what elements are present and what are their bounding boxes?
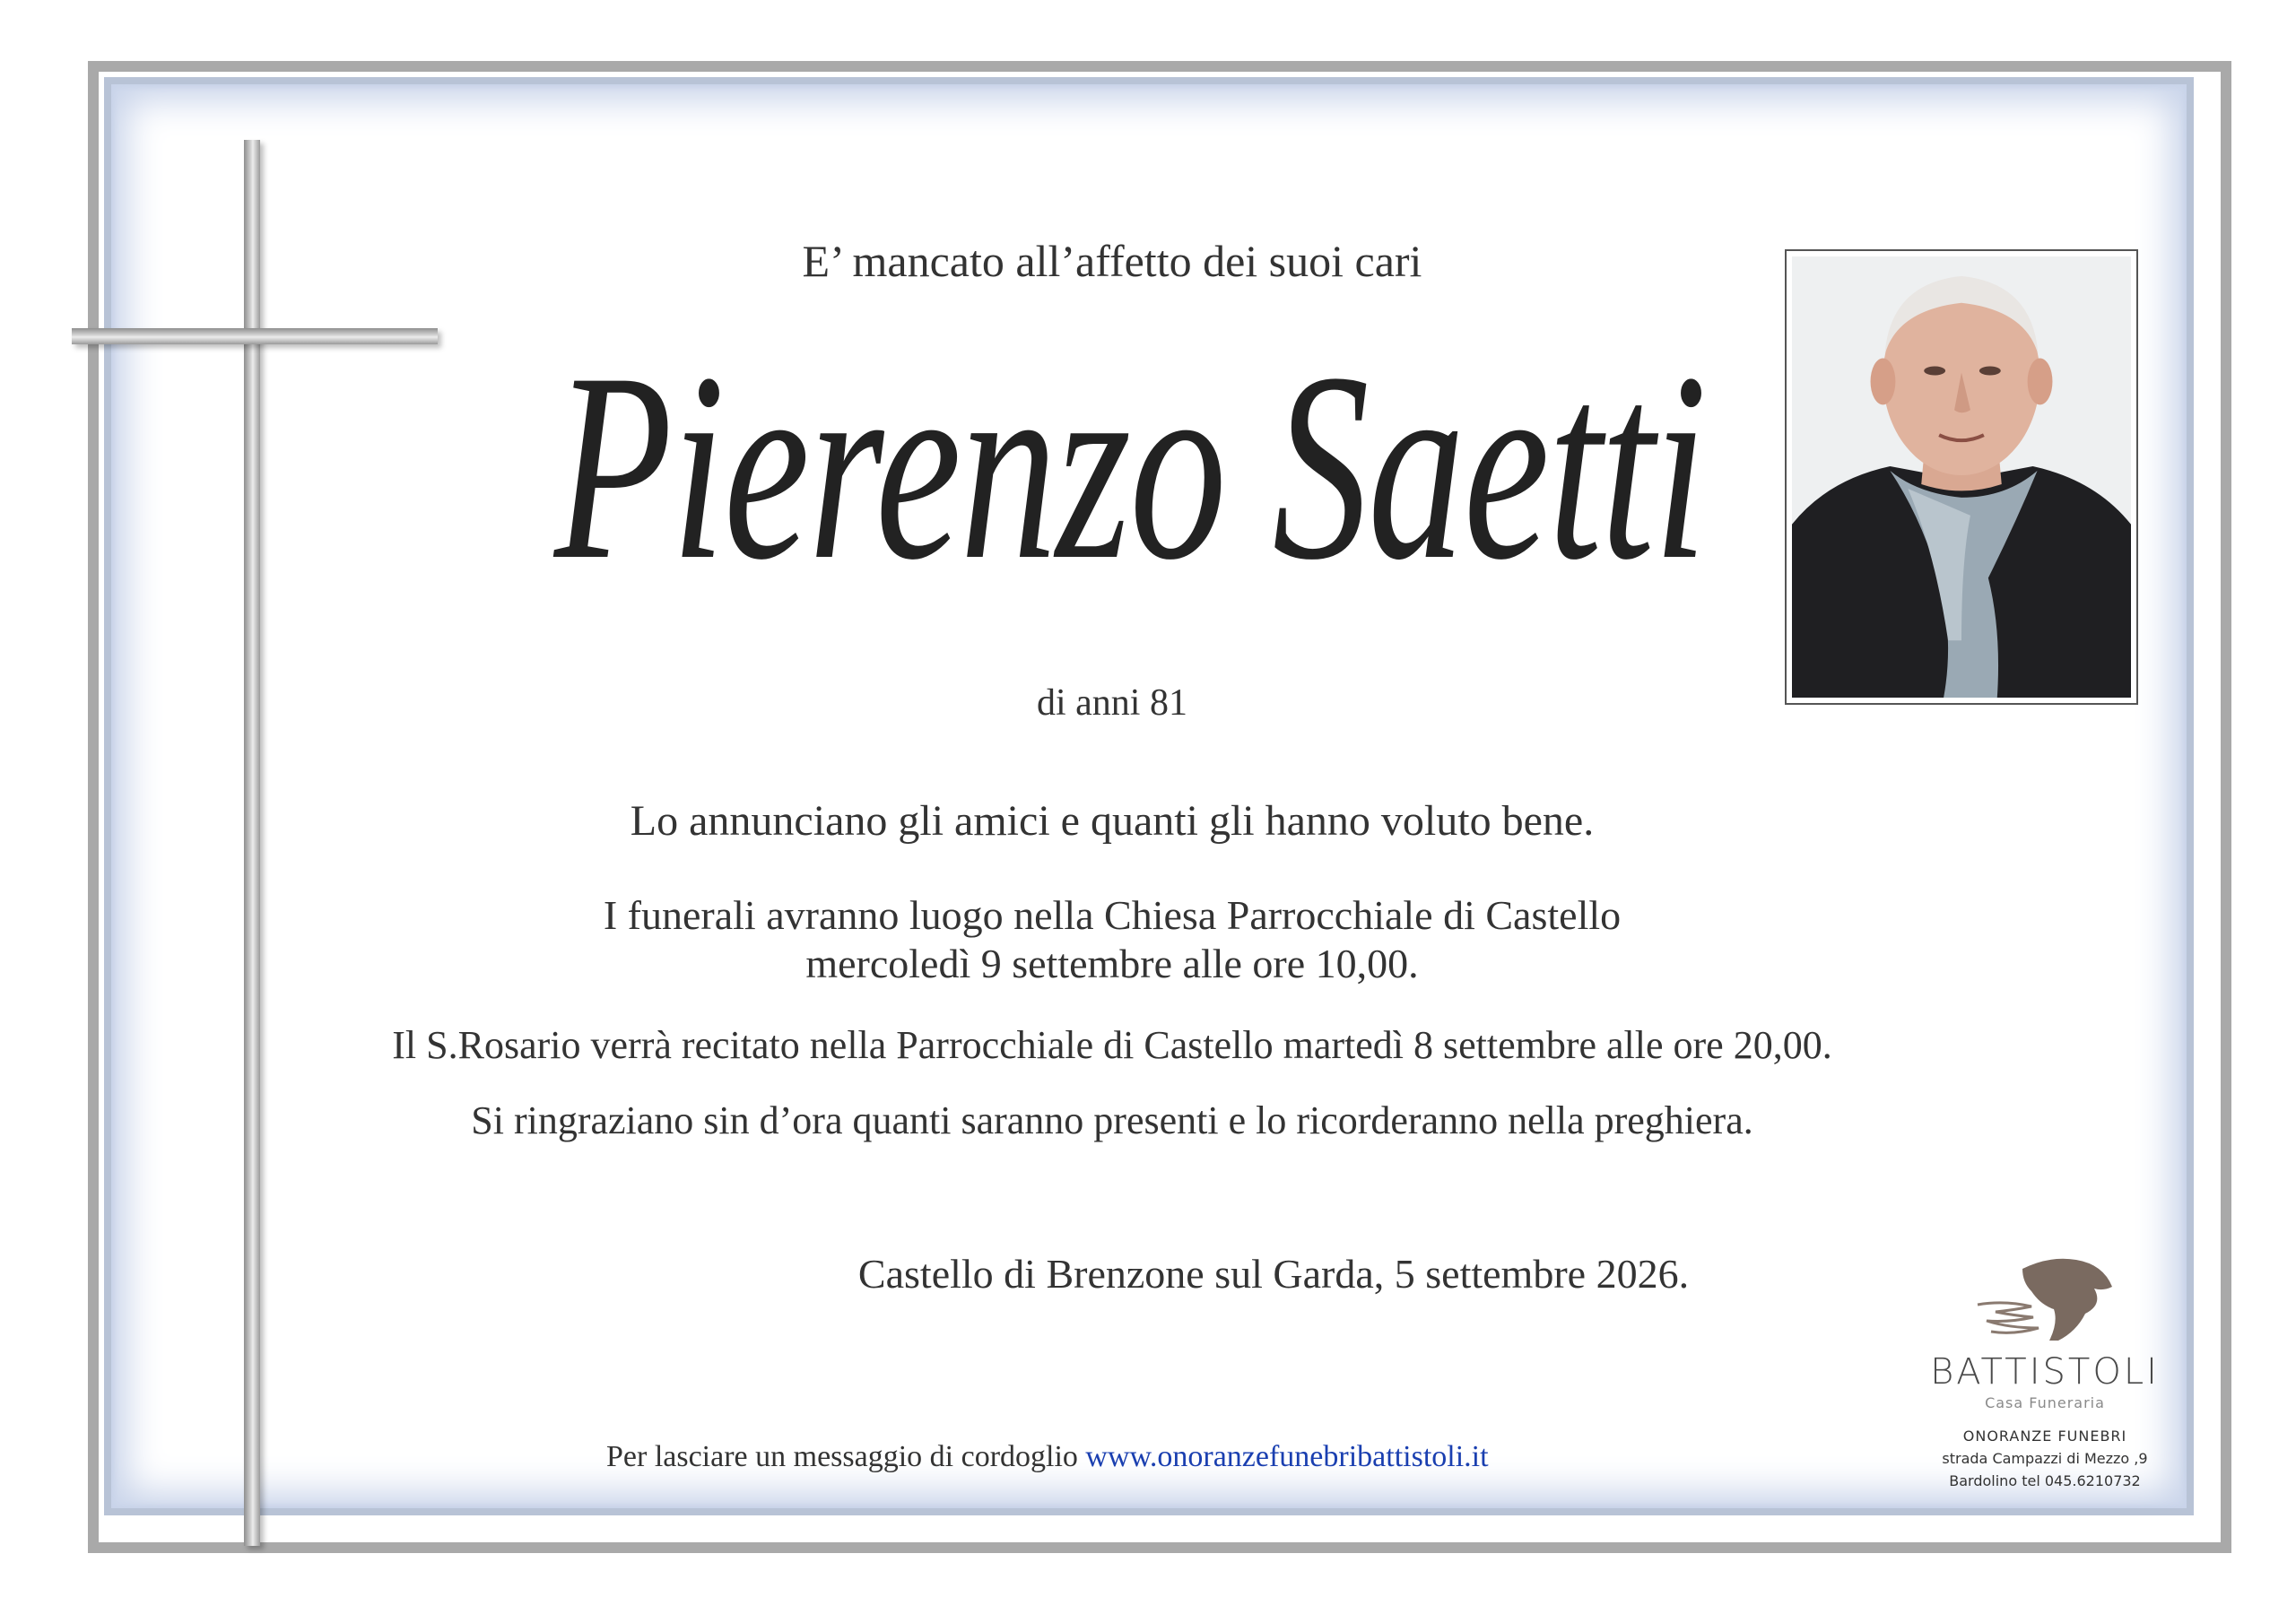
condolence-line [606,1440,1489,1474]
cross-icon-bar [72,328,438,344]
funeral-text-line-1: I funerali avranno luogo nella Chiesa Parrocchiale di Castello [603,892,1622,938]
horse-head-logo-icon [1969,1251,2121,1350]
logo-line-3: Bardolino tel 045.6210732 [1949,1471,2141,1489]
thanks-text: Si ringraziano sin d’ora quanti saranno presenti e lo ricorderanno nella preghiera. [471,1098,1753,1142]
portrait-photo [1792,256,2131,698]
portrait-frame [1785,249,2138,705]
funeral-home-logo [1910,1251,2179,1492]
funeral-text-line-2: mercoledì 9 settembre alle ore 10,00. [805,941,1419,986]
intro-text: E’ mancato all’affetto dei suoi cari [802,236,1422,286]
deceased-name: Pierenzo Saetti [553,317,1707,615]
rosary-text: Il S.Rosario verrà recitato nella Parrocchiale di Castello martedì 8 settembre alle ore 20,00. [392,1023,1832,1067]
logo-subtitle: Casa Funeraria [1985,1394,2105,1411]
logo-line-2: strada Campazzi di Mezzo ,9 [1942,1449,2148,1467]
portrait-illustration [1792,256,2131,698]
place-date-text: Castello di Brenzone sul Garda, 5 settembre 2026. [857,1251,1690,1297]
age-text: di anni 81 [1037,682,1187,724]
condolence-link[interactable]: www.onoranzefunebribattistoli.it [1085,1440,1489,1473]
announcement-text: Lo annunciano gli amici e quanti gli hanno voluto bene. [630,797,1595,845]
logo-brand-name: BATTISTOLI [1930,1351,2160,1393]
condolence-text: Per lasciare un messaggio di cordoglio [606,1440,1086,1473]
logo-line-1: ONORANZE FUNEBRI [1962,1428,2127,1445]
